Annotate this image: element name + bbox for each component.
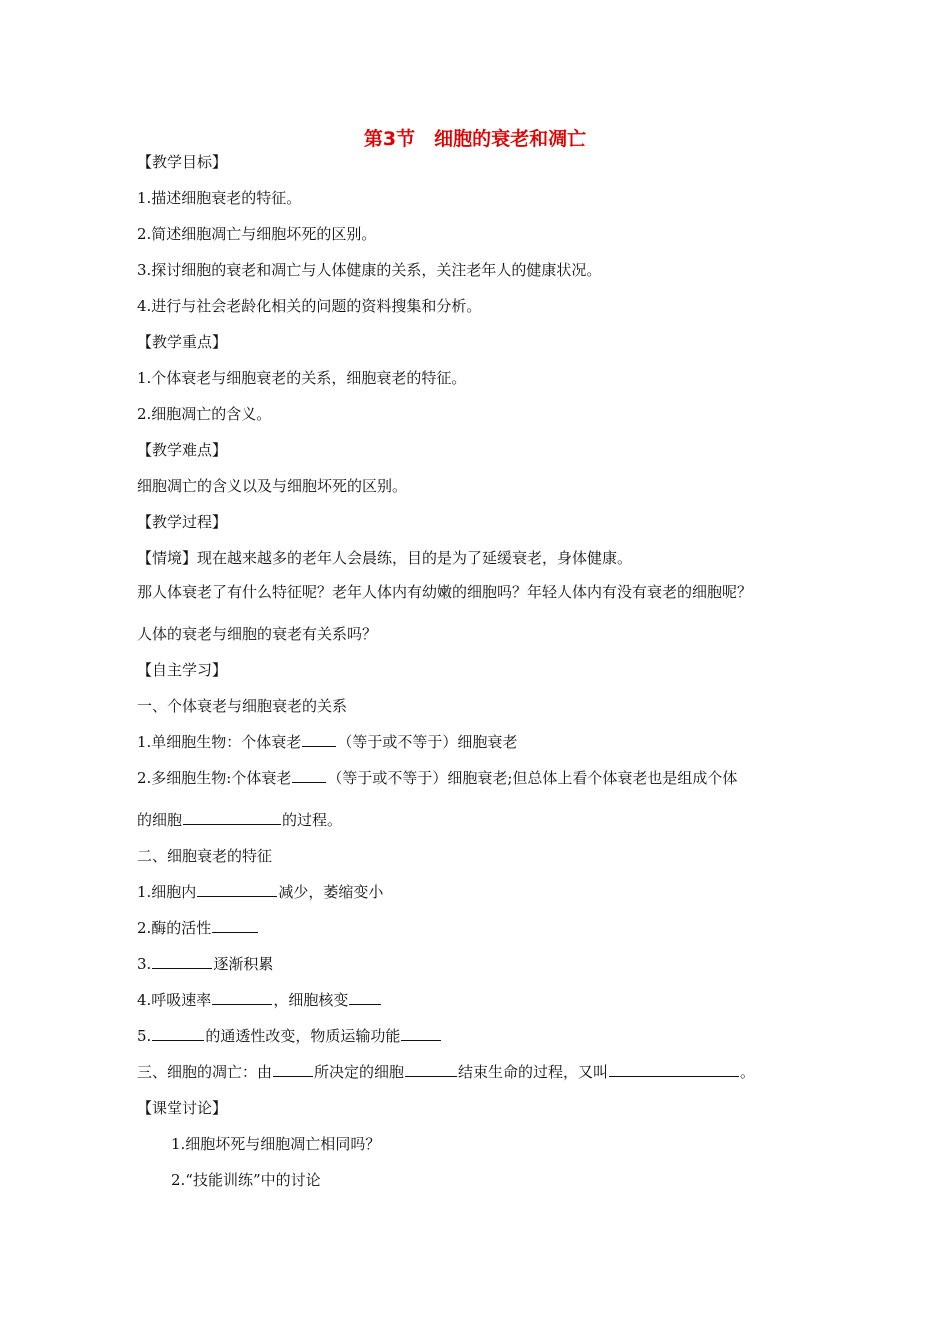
- answer-blank[interactable]: [405, 1062, 457, 1077]
- feature-item-2: 2.酶的活性: [137, 918, 259, 938]
- key-point-item-1: 1.个体衰老与细胞衰老的关系，细胞衰老的特征。: [137, 369, 467, 387]
- discussion-item-2: 2.“技能训练”中的讨论: [171, 1171, 321, 1189]
- fill-item-1-1: 1.单细胞生物：个体衰老 （等于或不等于）细胞衰老: [137, 733, 518, 751]
- answer-blank[interactable]: [183, 810, 281, 825]
- goal-item-4: 4.进行与社会老龄化相关的问题的资料搜集和分析。: [137, 297, 482, 315]
- situation-text: 【情境】现在越来越多的老年人会晨练，目的是为了延缓衰老，身体健康。: [137, 549, 633, 567]
- answer-blank[interactable]: [609, 1062, 739, 1077]
- feature-item-1: 1.细胞内 减少，萎缩变小: [137, 883, 384, 901]
- process-heading: 【教学过程】: [137, 513, 228, 531]
- answer-blank[interactable]: [292, 768, 326, 783]
- self-study-heading: 【自主学习】: [137, 661, 228, 679]
- answer-blank[interactable]: [349, 990, 381, 1005]
- difficulties-text: 细胞凋亡的含义以及与细胞坏死的区别。: [137, 477, 408, 495]
- key-points-heading: 【教学重点】: [137, 333, 228, 351]
- discussion-item-1: 1.细胞坏死与细胞凋亡相同吗？: [171, 1135, 381, 1153]
- goal-item-2: 2.简述细胞凋亡与细胞坏死的区别。: [137, 225, 377, 243]
- section-1-title: 一、个体衰老与细胞衰老的关系: [137, 697, 348, 715]
- feature-item-3: 3. 逐渐积累: [137, 955, 274, 973]
- answer-blank[interactable]: [401, 1026, 441, 1041]
- feature-item-5: 5. 的通透性改变，物质运输功能: [137, 1026, 442, 1046]
- answer-blank[interactable]: [152, 1026, 204, 1041]
- feature-item-4: 4.呼吸速率 ，细胞核变: [137, 990, 382, 1010]
- section-2-title: 二、细胞衰老的特征: [137, 847, 273, 865]
- answer-blank[interactable]: [212, 990, 272, 1005]
- question-text-1: 那人体衰老了有什么特征呢？老年人体内有幼嫩的细胞吗？年轻人体内有没有衰老的细胞呢？: [137, 583, 753, 601]
- goals-heading: 【教学目标】: [137, 153, 228, 171]
- answer-blank[interactable]: [302, 732, 336, 747]
- answer-blank[interactable]: [197, 882, 277, 897]
- answer-blank[interactable]: [212, 918, 258, 933]
- fill-item-1-2: 2.多细胞生物:个体衰老 （等于或不等于）细胞衰老;但总体上看个体衰老也是组成个体: [137, 769, 738, 787]
- answer-blank[interactable]: [152, 954, 212, 969]
- goal-item-3: 3.探讨细胞的衰老和凋亡与人体健康的关系，关注老年人的健康状况。: [137, 261, 602, 279]
- answer-blank[interactable]: [273, 1062, 313, 1077]
- fill-item-1-2-cont: 的细胞 的过程。: [137, 811, 343, 829]
- difficulties-heading: 【教学难点】: [137, 441, 228, 459]
- question-text-2: 人体的衰老与细胞的衰老有关系吗？: [137, 625, 378, 643]
- section-3-line: 三、细胞的凋亡：由 所决定的细胞 结束生命的过程，又叫 。: [137, 1063, 756, 1081]
- key-point-item-2: 2.细胞凋亡的含义。: [137, 405, 272, 423]
- page-title: 第3节 细胞的衰老和凋亡: [363, 128, 587, 150]
- discussion-heading: 【课堂讨论】: [137, 1099, 228, 1117]
- goal-item-1: 1.描述细胞衰老的特征。: [137, 189, 302, 207]
